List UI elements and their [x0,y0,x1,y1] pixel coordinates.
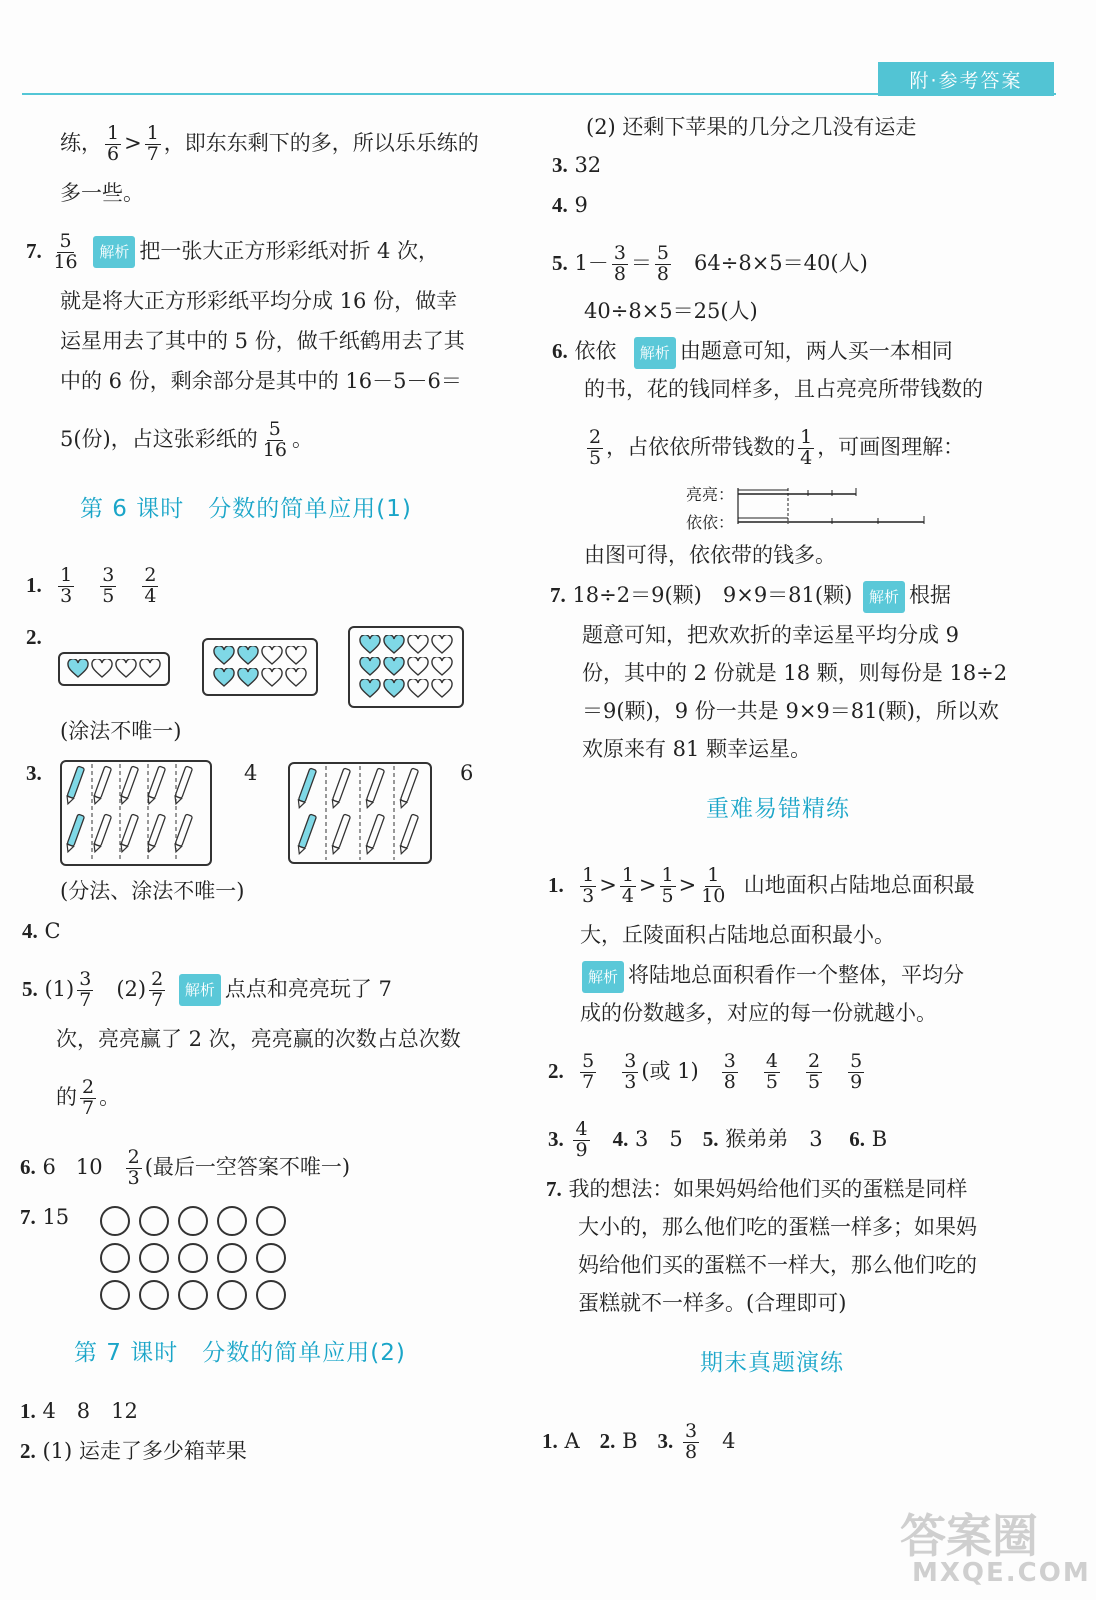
circle-shape [139,1243,169,1273]
circle-shape [178,1280,208,1310]
text-line: 多一些。 [60,181,144,205]
pen-box-2 [288,762,432,864]
circle-shape [139,1280,169,1310]
heart-icon [383,679,405,699]
analysis-badge: 解析 [582,961,624,993]
analysis-badge: 解析 [863,581,905,613]
heart-icon [285,646,307,666]
answer-6: 6. 6 10 $\frac{2}{3}$ (最后一空答案不唯一) [20,1146,351,1189]
text-line: 大，丘陵面积占陆地总面积最小。 [580,923,895,947]
fraction: $\frac{5}{16}$ [262,418,287,461]
heart-icon [213,646,235,666]
text-line: 中的 6 份，剩余部分是其中的 16－5－6＝ [60,369,462,393]
text-line: 的书，花的钱同样多，且占亮亮所带钱数的 [584,377,983,401]
heart-icon [115,659,137,679]
circle-shape [256,1206,286,1236]
answer-final: 1. A 2. B 3. $\frac{3}{8}$ 4 [542,1420,736,1463]
answer-4: 4. C [22,919,61,943]
heart-box-2 [202,638,318,696]
answer-r4: 4. 9 [552,193,588,217]
answer-r7: 7. 18÷2＝9(颗) 9×9＝81(颗) 解析 根据 [550,580,951,613]
pen-icon [65,766,85,805]
analysis-badge: 解析 [179,974,221,1006]
circle-shape [178,1243,208,1273]
text-line: 运星用去了其中的 5 份，做千纸鹤用去了其 [60,329,465,353]
fraction: $\frac{1}{6}$ [107,122,120,165]
answer-b1: 1. 4 8 12 [20,1399,138,1423]
answer-r3: 3. 32 [552,153,602,177]
pen-icon [92,766,112,805]
answer-m7: 7. 我的想法：如果妈妈给他们买的蛋糕是同样 [546,1177,968,1201]
answer-2-label: 2. [26,625,42,649]
question-7: 7. $\frac{5}{16}$ 解析 把一张大正方形彩纸对折 4 次， [26,230,440,273]
circle-shape [178,1206,208,1236]
analysis-badge: 解析 [634,337,676,369]
heart-icon [67,659,89,679]
section-heading: 第 6 课时 分数的简单应用(1) [80,496,412,522]
pen-icon [146,766,166,805]
answer-7: 7. 15 [20,1205,70,1229]
text-line: 大小的，那么他们吃的蛋糕一样多；如果妈 [578,1215,977,1239]
pen-icon [398,814,419,855]
text-line: 由图可得，依依带的钱多。 [584,543,836,567]
line-diagram [736,484,936,528]
pen-icon [119,814,139,853]
text-line: 份，其中的 2 份就是 18 颗，则每份是 18÷2 [582,661,1008,685]
answer-r6: 6. 依依 解析 由题意可知，两人买一本相同 [552,336,953,369]
circle-shape [100,1243,130,1273]
text-line: 5(份)，占这张彩纸的 $\frac{5}{16}$ 。 [60,418,313,461]
text-line: (2) 还剩下苹果的几分之几没有运走 [586,115,917,139]
answer-3-label: 3. [26,761,42,785]
heart-icon [359,679,381,699]
circle-shape [217,1243,247,1273]
heart-icon [237,646,259,666]
circle-shape [256,1243,286,1273]
text-line: 次，亮亮赢了 2 次，亮亮赢的次数占总次数 [56,1027,461,1051]
pen-icon [296,768,317,809]
pen-icon [119,766,139,805]
text-line: 的 $\frac{2}{7}$ 。 [56,1076,121,1119]
pen-icon [173,814,193,853]
heart-box-3 [348,626,464,708]
text-line: $\frac{2}{5}$ ，占依依所带钱数的 $\frac{1}{4}$ ，可画图理解： [589,426,965,469]
heart-icon [407,635,429,655]
text-line: 解析 将陆地总面积看作一个整体，平均分 [578,960,964,993]
section-heading: 第 7 课时 分数的简单应用(2) [74,1340,406,1366]
pen-icon [330,768,351,809]
text-line: 蛋糕就不一样多。(合理即可) [578,1291,847,1315]
answer-m1: 1. $\frac{1}{3}$ > $\frac{1}{4}$ > $\frac{1}{5}$ > $\frac{1}{10}$ 山地面积占陆地总面积最 [548,864,975,907]
text-line: 欢原来有 81 颗幸运星。 [582,737,812,761]
fraction: $\frac{1}{7}$ [146,122,159,165]
circle-shape [256,1280,286,1310]
circle-shape [139,1206,169,1236]
pen-icon [398,768,419,809]
heart-box-1 [58,652,170,686]
answer-m3-m6: 3. $\frac{4}{9}$ 4. 3 5 5. 猴弟弟 3 6. B [548,1118,888,1161]
section-heading: 期末真题演练 [700,1350,844,1376]
pen-icon [364,768,385,809]
pen-icon [364,814,385,855]
diagram-label-yi: 依依： [686,513,735,532]
circle-shape [217,1206,247,1236]
heart-icon [431,679,453,699]
heart-icon [431,635,453,655]
pen-icon [146,814,166,853]
note: (涂法不唯一) [60,719,182,743]
heart-icon [359,635,381,655]
pen-box-1 [60,760,212,866]
circle-shape [100,1206,130,1236]
answer-5: 5. (1) $\frac{3}{7}$ (2) $\frac{2}{7}$ 解析 点点和亮亮玩了 7 [22,968,392,1011]
header-tab: 附·参考答案 [878,62,1054,96]
pen-icon [296,814,317,855]
text-line: ＝9(颗)，9 份一共是 9×9＝81(颗)，所以欢 [582,699,999,723]
text-line: 练， $\frac{1}{6}$ > $\frac{1}{7}$ ，即东东剩下的多，所以乐乐练的 [60,122,479,165]
section-heading: 重难易错精练 [706,796,850,822]
heart-icon [431,657,453,677]
answer-m2: 2. $\frac{5}{7}$ $\frac{3}{3}$ (或 1) $\frac{3}{8}$ $\frac{4}{5}$ $\frac{2}{5}$ $\frac{5}{9}$ [548,1050,863,1093]
heart-icon [261,646,283,666]
heart-icon [261,668,283,688]
watermark-url: MXQE.COM [912,1558,1091,1588]
fraction: $\frac{5}{16}$ [53,230,78,273]
heart-icon [383,635,405,655]
heart-icon [359,657,381,677]
text-line: 就是将大正方形彩纸平均分成 16 份，做幸 [60,289,458,313]
answer-b2: 2. (1) 运走了多少箱苹果 [20,1439,247,1463]
pen-icon [65,814,85,853]
answer-r5: 5. 1－ $\frac{3}{8}$ ＝ $\frac{5}{8}$ 64÷8×5＝40(人) [552,242,868,285]
text-line: 40÷8×5＝25(人) [584,299,758,323]
pen-icon [92,814,112,853]
analysis-badge: 解析 [93,236,135,268]
text-line: 妈给他们买的蛋糕不一样大，那么他们吃的 [578,1253,977,1277]
answer-3b: 6 [460,761,474,785]
heart-icon [139,659,161,679]
text-line: 题意可知，把欢欢折的幸运星平均分成 9 [582,623,960,647]
note: (分法、涂法不唯一) [60,879,245,903]
circle-shape [100,1280,130,1310]
watermark-logo: 答案圈 [900,1509,1038,1563]
answer-3a: 4 [244,761,258,785]
heart-icon [91,659,113,679]
heart-icon [407,657,429,677]
heart-icon [383,657,405,677]
heart-icon [285,668,307,688]
answer-1: 1. $\frac{1}{3}$ $\frac{3}{5}$ $\frac{2}{4}$ [26,564,157,607]
pen-icon [330,814,351,855]
circle-shape [217,1280,247,1310]
text-line: 成的份数越多，对应的每一份就越小。 [580,1001,937,1025]
diagram-label-liang: 亮亮： [686,485,735,504]
heart-icon [407,679,429,699]
heart-icon [213,668,235,688]
heart-icon [237,668,259,688]
